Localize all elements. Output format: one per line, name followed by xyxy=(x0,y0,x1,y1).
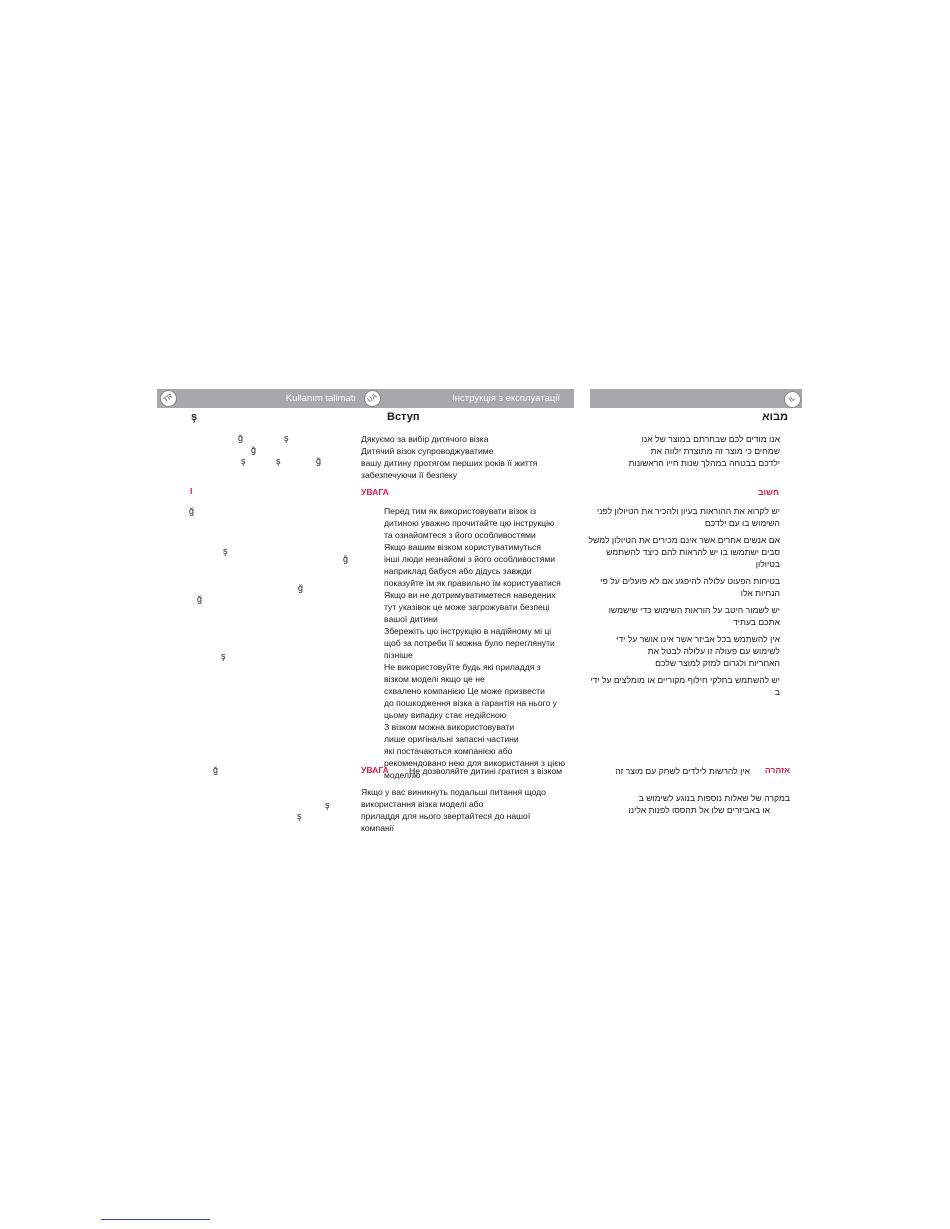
il-instruction-line: בטיחות הפעוט עלולה להיפגע אם לא פועלים על פי xyxy=(600,576,780,586)
il-instruction-line: סבים ישתמשו בו יש להראות להם כיצד להשתמש xyxy=(606,547,780,557)
ua-instruction-line: інші люди незнайомі з його особливостями xyxy=(384,554,556,564)
ua-instruction-line: до пошкодження візка а гарантія на нього у xyxy=(384,698,557,708)
tr-fragment: ş xyxy=(276,456,281,466)
il-instruction-line: לשימוש עם פעולה זו עלולה לבטל את xyxy=(647,646,780,656)
il-heading: מבוא xyxy=(762,411,788,423)
tr-fragment: ğ xyxy=(189,506,195,516)
tr-fragment: ğ xyxy=(251,445,257,455)
ua-instruction-line: пізніше xyxy=(384,650,413,660)
ua-instruction-line: Збережіть цю інструкцію в надійному мі ці xyxy=(384,626,552,636)
tr-fragment: ğ xyxy=(197,594,203,604)
tr-fragment: ğ xyxy=(316,456,322,466)
ua-instruction-line: вашої дитини xyxy=(384,614,438,624)
ua-instruction-line: Перед тим як використовувати візок із xyxy=(384,506,537,516)
il-instruction-line: בטיולון xyxy=(755,559,780,569)
ua-instruction-line: Якщо ви не дотримуватиметеся наведених xyxy=(384,590,556,600)
ua-intro-line: Дякуємо за вибір дитячого візка xyxy=(361,434,489,444)
ua-instruction-line: схвалено компанією Це може призвести xyxy=(384,686,545,696)
tr-fragment: ğ xyxy=(343,554,349,564)
ua-warning-label: УВАГА xyxy=(361,487,389,497)
ua-instruction-line: візком моделі якщо це не xyxy=(384,674,485,684)
tr-fragment: ğ xyxy=(213,765,219,775)
il-intro-line: שמחים כי מוצר זה מתוצרת ילווה את xyxy=(650,446,780,456)
il-instruction-line: אין להשתמש בכל אביזר אשר אינו אושר על ידי xyxy=(616,634,780,644)
il-intro-line: ילדכם בבטחה במהלך שנות חייו הראשונות xyxy=(628,458,780,468)
tr-fragment: ş xyxy=(221,651,226,661)
ua-heading: Вступ xyxy=(387,411,420,423)
il-instruction-line: יש לשמור היטב על הוראות השימוש כדי שישמשו xyxy=(608,605,780,615)
tr-header-bar xyxy=(157,389,370,408)
ua-instruction-line: моделлю xyxy=(384,770,421,780)
il-instruction-line: האחריות ולגרום למזק למוצר שלכם xyxy=(655,658,780,668)
il-language-badge: IL xyxy=(781,388,805,412)
il-important-label: חשוב xyxy=(757,487,779,497)
ua-instruction-line: лише оригінальні запасні частини xyxy=(384,734,519,744)
ua-intro-line: забезпечуючи її безпеку xyxy=(361,470,458,480)
ua-instruction-line: тут указівок це може загрожувати безпеці xyxy=(384,602,550,612)
il-instruction-line: אתכם בעתיד xyxy=(733,617,780,627)
ua-instruction-line: які постачаються компанією або xyxy=(384,746,513,756)
il-instruction-line: השימוש בו עם ילדכם xyxy=(704,518,780,528)
il-instruction-line: יש להשתמש בחלקי חילוף מקוריים או מומלצים על ידי xyxy=(590,675,780,685)
il-intro-line: אנו מודים לכם שבחרתם במוצר של אנו xyxy=(641,434,780,444)
ua-instruction-line: щоб за потреби її можна було переглянути xyxy=(384,638,555,648)
il-warning-text: אין להרשות לילדים לשחק עם מוצר זה xyxy=(615,766,750,776)
ua-header-bar xyxy=(361,389,574,408)
tr-header-title: Kullanım talimatı xyxy=(285,393,356,404)
tr-fragment: ğ xyxy=(298,583,304,593)
tr-fragment: ş xyxy=(223,546,228,556)
tr-column xyxy=(157,389,370,821)
tr-fragment: ş xyxy=(297,811,302,821)
ua-instruction-line: цьому випадку стає недійсною xyxy=(384,710,507,720)
ua-language-badge: UA xyxy=(361,387,385,411)
tr-fragment: ş xyxy=(284,433,289,443)
ua-instruction-line: та ознайомтеся з його особливостями xyxy=(384,530,536,540)
ua-instruction-line: дитиною уважно прочитайте цю інструкцію xyxy=(384,518,555,528)
ua-column xyxy=(361,389,574,833)
il-contact-line: או באביזרים שלו אל תהססו לפנות אלינו xyxy=(628,805,770,815)
tr-fragment: ğ xyxy=(238,433,244,443)
ua-instruction-line: Якщо вашим візком користуватимуться xyxy=(384,542,541,552)
ua-warning2-label: УВАГА xyxy=(361,765,389,775)
tr-warning-mark: I xyxy=(190,486,193,496)
il-warning-label: אזהרה xyxy=(764,765,790,775)
ua-header-title: Інструкція з експлуатації xyxy=(452,393,560,404)
ua-contact-line: компанії xyxy=(361,823,395,833)
il-instruction-line: הנחיות אלו xyxy=(740,588,780,598)
tr-fragment: ş xyxy=(325,800,330,810)
il-header-bar xyxy=(590,389,802,408)
ua-instruction-line: рекомендовано нею для використання з цією xyxy=(384,758,566,768)
ua-intro-line: вашу дитину протягом перших років її життя xyxy=(361,458,538,468)
ua-intro-line: Дитячий візок супроводжуватиме xyxy=(361,446,494,456)
ua-warning2-text: Не дозволяйте дитині гратися з візком xyxy=(409,766,563,776)
il-instruction-line: ב xyxy=(774,687,780,697)
footer-rule xyxy=(101,1219,210,1220)
ua-contact-line: Якщо у вас виникнуть подальші питання щодо xyxy=(361,787,546,797)
ua-instruction-line: показуйте їм як правильно їм користуватися xyxy=(384,578,561,588)
ua-contact-line: використання візка моделі або xyxy=(361,799,484,809)
il-instruction-line: יש לקרוא את ההוראות בעיון ולהכיר את הטיולון לפני xyxy=(596,506,780,516)
ua-instruction-line: З візком можна використовувати xyxy=(384,722,515,732)
il-instruction-line: אם אנשים אחרים אשר אינם מכירים את הטיולון למשל xyxy=(588,535,780,545)
tr-fragment: ş xyxy=(241,456,246,466)
ua-instruction-line: наприклад бабуся або дідусь завжди xyxy=(384,566,532,576)
ua-contact-line: приладдя для нього звертайтеся до нашої xyxy=(361,811,531,821)
il-column xyxy=(588,389,802,815)
tr-heading: ş xyxy=(191,411,198,423)
ua-instruction-line: Не використовуйте будь які приладдя з xyxy=(384,662,541,672)
il-contact-line: במקרה של שאלות נוספות בנוגע לשימוש ב xyxy=(638,793,790,803)
tr-language-badge: TR xyxy=(157,387,181,411)
